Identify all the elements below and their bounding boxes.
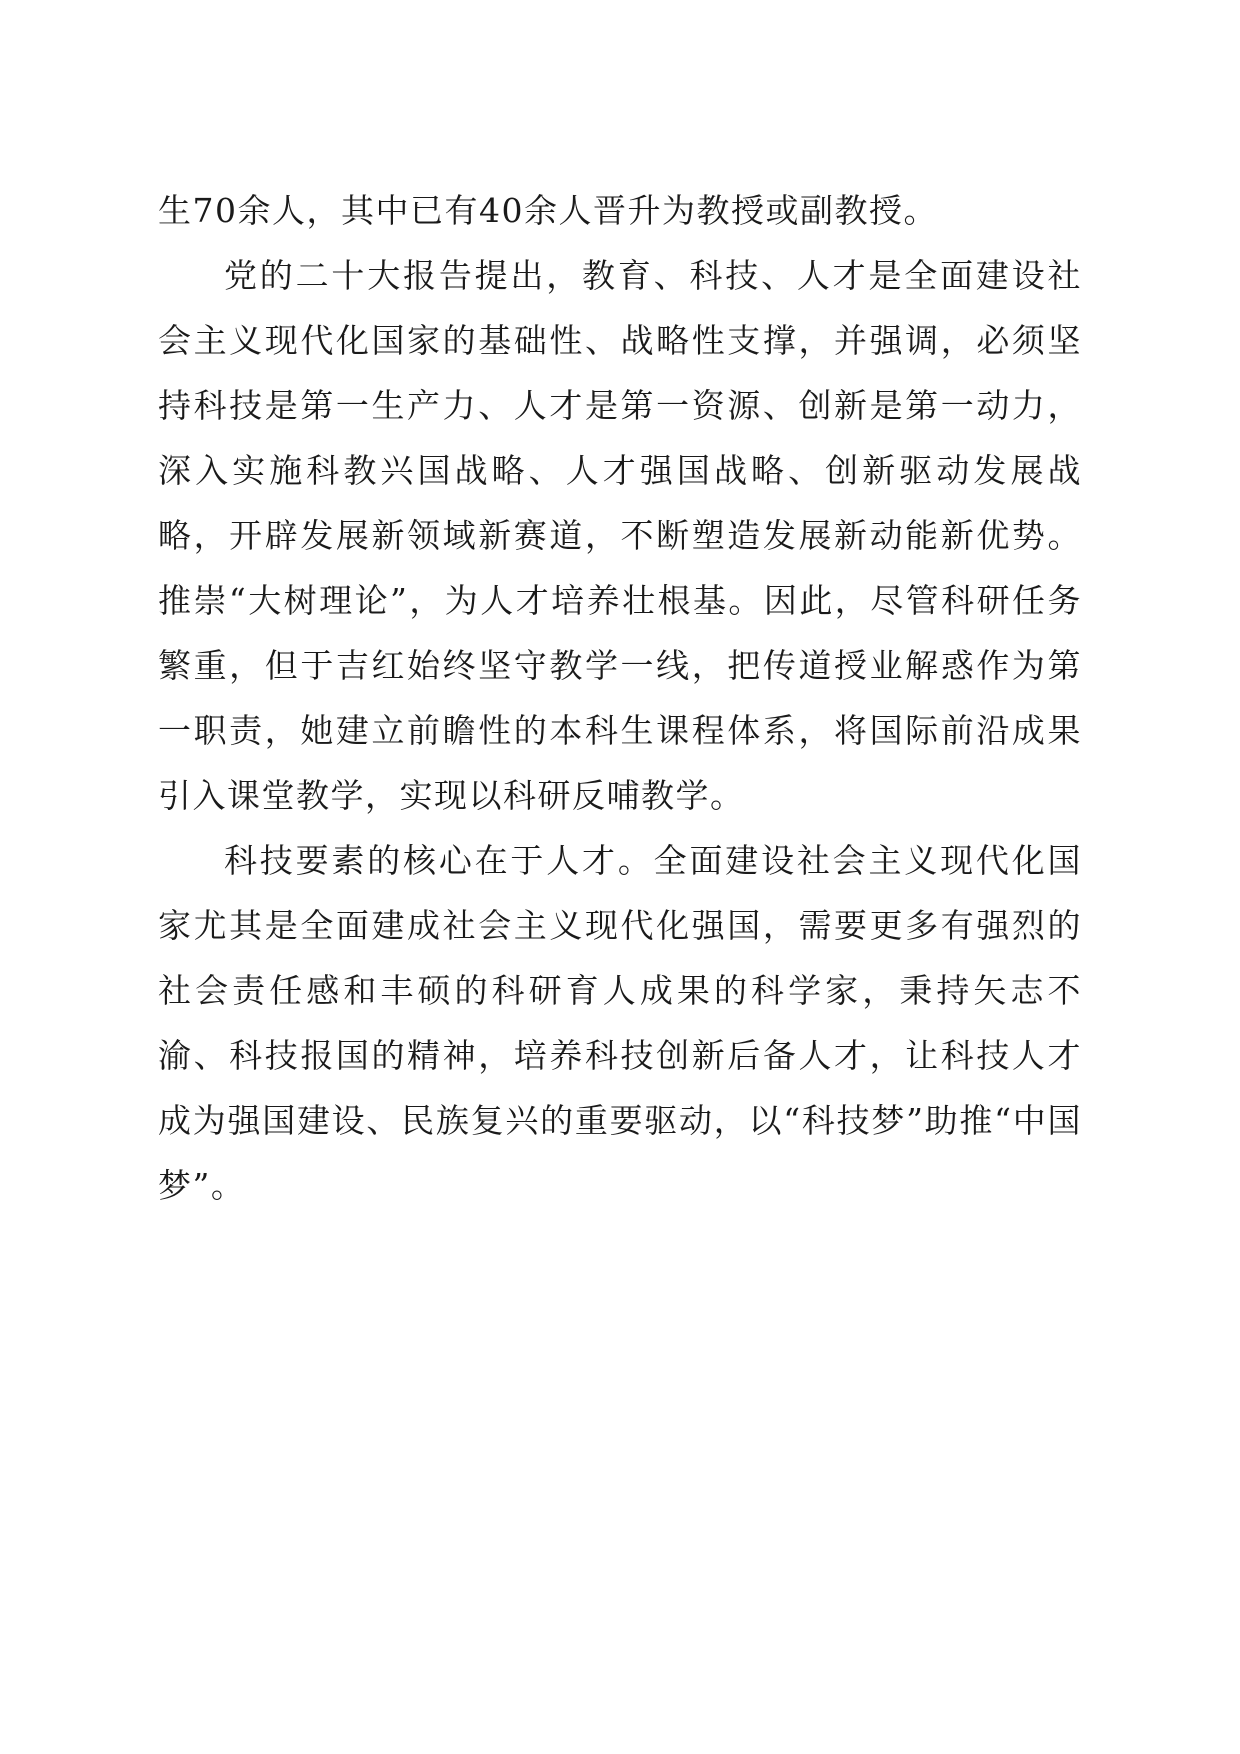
- document-body: [158, 178, 1082, 1218]
- paragraph-report: 党的二十大报告提出，教育、科技、人才是全面建设社会主义现代化国家的基础性、战略性支撑，并强调，必须坚持科技是第一生产力、人才是第一资源、创新是第一动力，深入实施科教兴国战略、人才强国战略、创新驱动发展战略，开辟发展新领域新赛道，不断塑造发展新动能新优势。推崇“大树理论”，为人才培养壮根基。因此，尽管科研任务繁重，但于吉红始终坚守教学一线，把传道授业解惑作为第一职责，她建立前瞻性的本科生课程体系，将国际前沿成果引入课堂教学，实现以科研反哺教学。: [158, 256, 1082, 815]
- paragraph-talent: 科技要素的核心在于人才。全面建设社会主义现代化国家尤其是全面建成社会主义现代化强国，需要更多有强烈的社会责任感和丰硕的科研育人成果的科学家，秉持矢志不渝、科技报国的精神，培养科技创新后备人才，让科技人才成为强国建设、民族复兴的重要驱动，以“科技梦”助推“中国梦”。: [158, 841, 1082, 1205]
- paragraph-continuation: 生70余人，其中已有40余人晋升为教授或副教授。: [158, 191, 938, 230]
